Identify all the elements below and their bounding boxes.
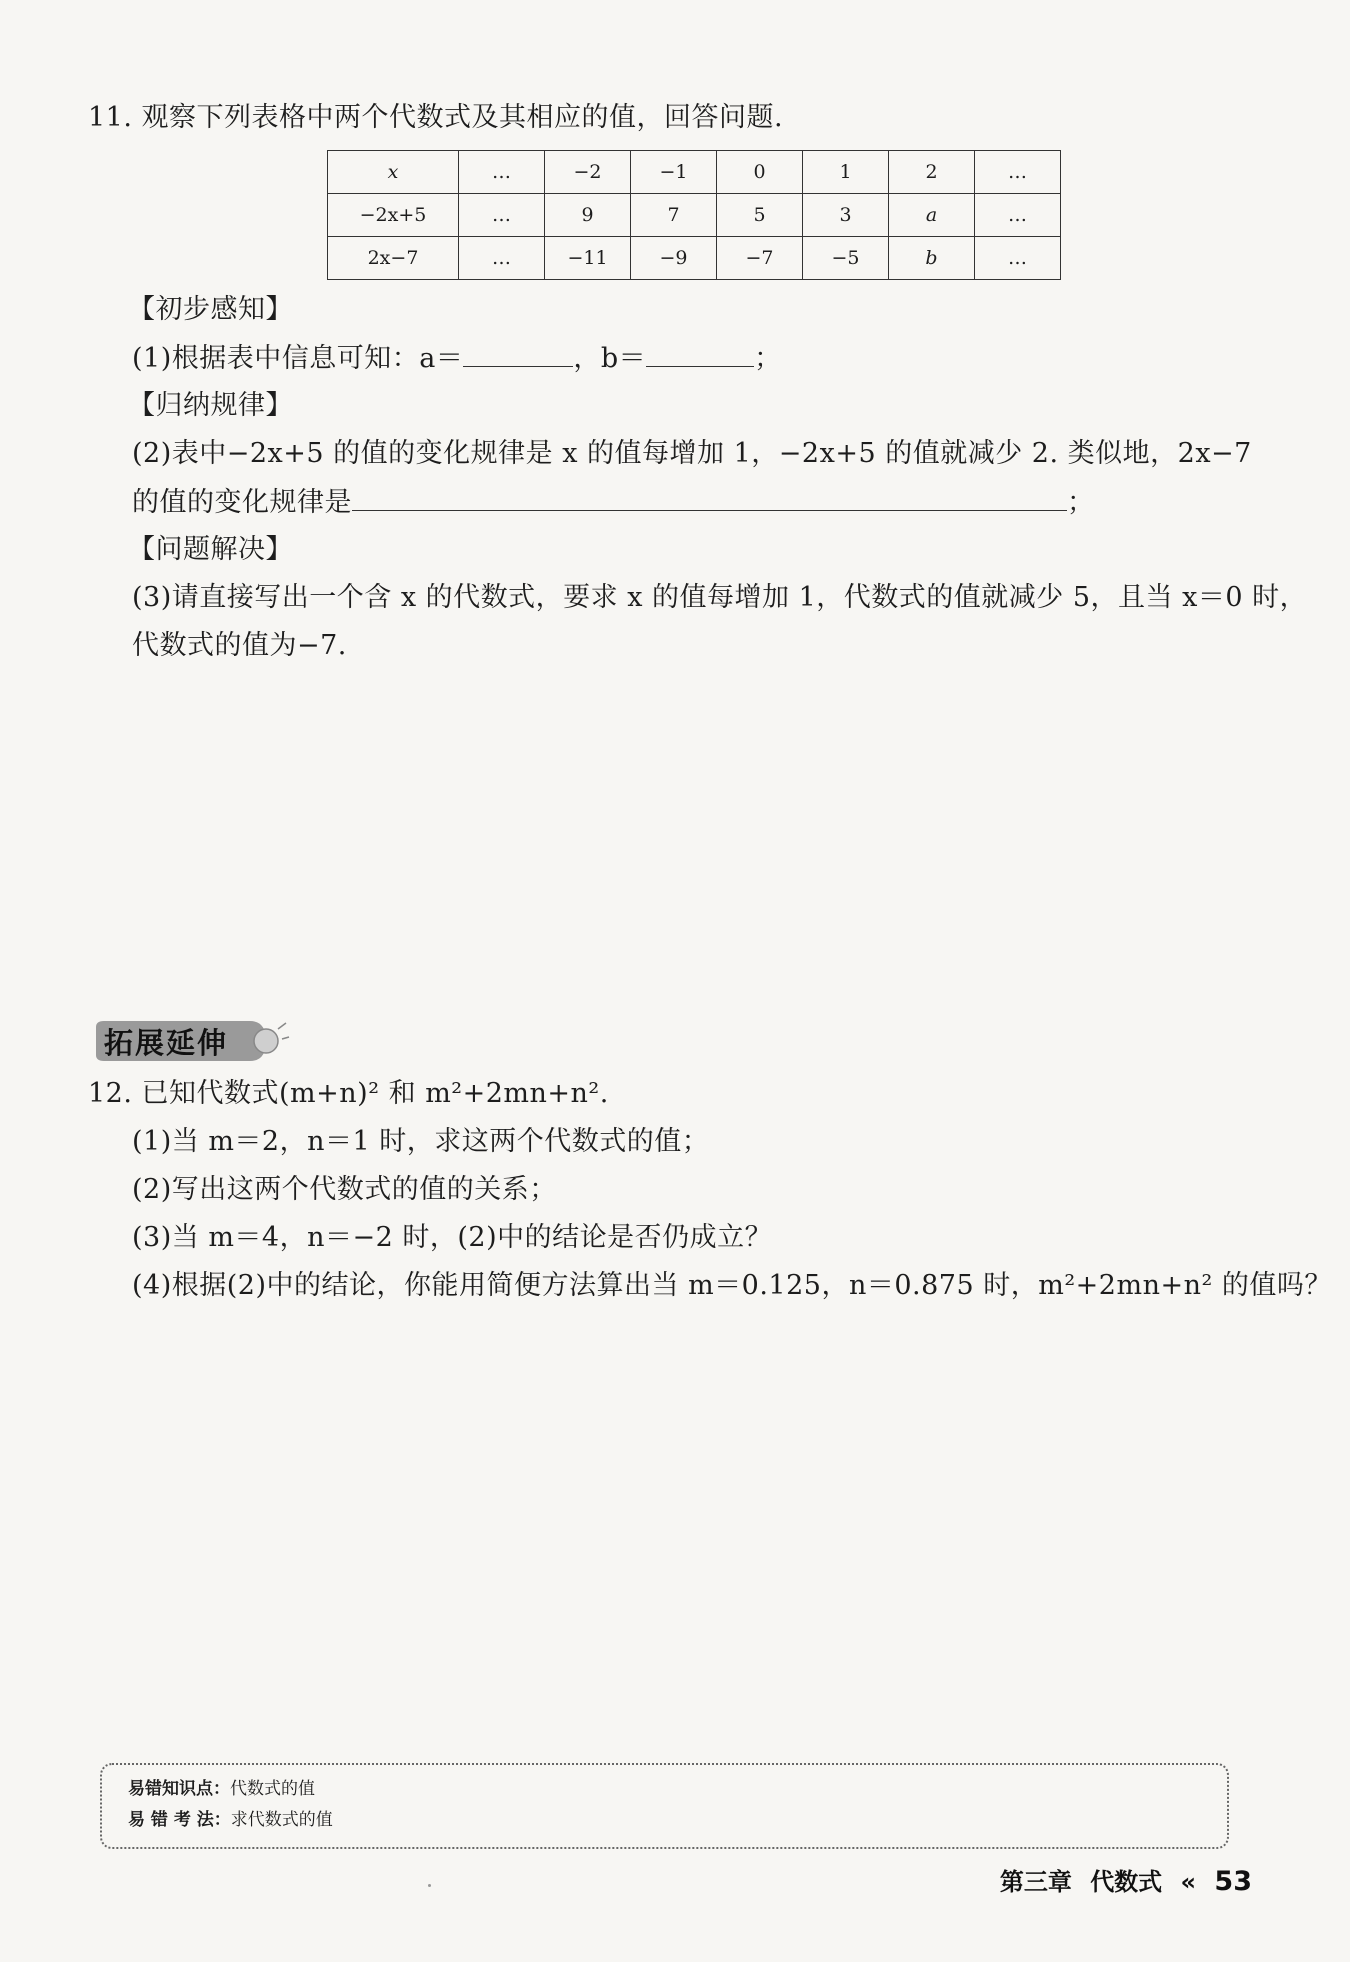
table-cell: −7 <box>717 237 803 280</box>
section-heading: 【初步感知】 <box>128 294 293 325</box>
ray-icon <box>278 1023 286 1029</box>
values-table <box>327 150 1061 280</box>
table-cell: … <box>975 237 1061 280</box>
table-cell: … <box>975 151 1061 194</box>
part2-end: ； <box>1067 487 1095 518</box>
table-cell: 5 <box>717 194 803 237</box>
part1-text: (1)根据表中信息可知：a＝ <box>132 343 464 374</box>
answer-blank-b[interactable] <box>646 340 754 367</box>
q11-part2-line2 <box>132 484 1095 521</box>
note-label: 易错知识点： <box>128 1779 230 1799</box>
page-footer <box>990 1862 1252 1897</box>
page-number: 53 <box>1214 1866 1252 1897</box>
section-badge <box>90 1015 290 1067</box>
part1-end: ； <box>754 343 782 374</box>
part1-mid: ，b＝ <box>573 343 647 374</box>
q11-part3-line2: 代数式的值为−7. <box>132 630 347 661</box>
table-cell: −5 <box>803 237 889 280</box>
badge-label: 拓展延伸 <box>104 1026 229 1060</box>
note-label: 易 错 考 法： <box>128 1810 231 1830</box>
table-cell: x <box>328 151 459 194</box>
chapter-label: 第三章 <box>999 1868 1072 1896</box>
q12-part3: (3)当 m＝4，n＝−2 时，(2)中的结论是否仍成立？ <box>132 1222 773 1253</box>
table-cell: 3 <box>803 194 889 237</box>
table-cell: … <box>459 237 545 280</box>
topic-label: 代数式 <box>1090 1868 1163 1896</box>
note-value: 代数式的值 <box>230 1779 315 1799</box>
double-chevron-icon: « <box>1180 1868 1197 1896</box>
table-cell: −9 <box>631 237 717 280</box>
table-cell: −11 <box>545 237 631 280</box>
q11-part2-line1: (2)表中−2x+5 的值的变化规律是 x 的值每增加 1，−2x+5 的值就减少 2. 类似地，2x−7 <box>132 438 1252 469</box>
table-cell: 7 <box>631 194 717 237</box>
q12-part4: (4)根据(2)中的结论，你能用简便方法算出当 m＝0.125，n＝0.875 时，m²+2mn+n² 的值吗？ <box>132 1270 1332 1301</box>
answer-blank-rule[interactable] <box>352 484 1067 511</box>
table-cell: −2 <box>545 151 631 194</box>
lightbulb-icon <box>254 1029 278 1053</box>
table-cell: 0 <box>717 151 803 194</box>
q12-stem: 12. 已知代数式(m+n)² 和 m²+2mn+n². <box>88 1078 609 1109</box>
part2-text: 的值的变化规律是 <box>132 487 352 518</box>
q11-stem: 11. 观察下列表格中两个代数式及其相应的值，回答问题. <box>88 102 784 133</box>
ray-icon <box>282 1037 289 1039</box>
table-row <box>328 151 1061 194</box>
section-heading: 【归纳规律】 <box>128 390 293 421</box>
q11-part1 <box>132 340 782 377</box>
table-cell: a <box>889 194 975 237</box>
table-row <box>328 237 1061 280</box>
table-row <box>328 194 1061 237</box>
table-cell: b <box>889 237 975 280</box>
q12-part2: (2)写出这两个代数式的值的关系； <box>132 1174 557 1205</box>
q11-part3-line1: (3)请直接写出一个含 x 的代数式，要求 x 的值每增加 1，代数式的值就减少 5，且当 x＝0 时， <box>132 582 1308 613</box>
note-line <box>128 1809 333 1831</box>
answer-blank-a[interactable] <box>463 340 573 367</box>
note-line <box>128 1778 315 1800</box>
error-notes-box <box>100 1763 1229 1849</box>
table-cell: … <box>459 151 545 194</box>
table-cell: −1 <box>631 151 717 194</box>
table-cell: 1 <box>803 151 889 194</box>
q12-part1: (1)当 m＝2，n＝1 时，求这两个代数式的值； <box>132 1126 710 1157</box>
table-cell: −2x+5 <box>328 194 459 237</box>
speck <box>428 1884 431 1887</box>
table-cell: … <box>459 194 545 237</box>
table-cell: 2x−7 <box>328 237 459 280</box>
table-cell: 9 <box>545 194 631 237</box>
table-cell: … <box>975 194 1061 237</box>
table-cell: 2 <box>889 151 975 194</box>
note-value: 求代数式的值 <box>230 1810 333 1830</box>
section-heading: 【问题解决】 <box>128 534 293 565</box>
